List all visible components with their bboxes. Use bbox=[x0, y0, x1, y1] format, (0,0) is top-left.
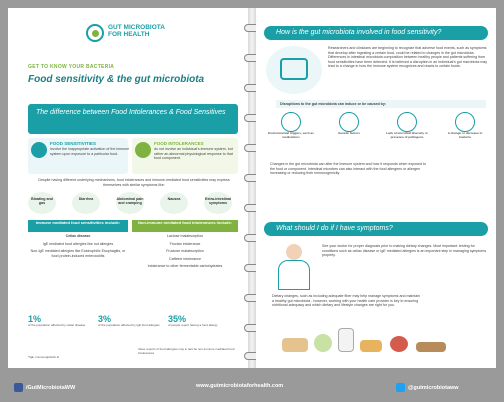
section-heading-involvement bbox=[264, 26, 488, 40]
stat-value: 3% bbox=[98, 314, 112, 324]
cause-label: Environmental triggers, such as medications bbox=[268, 131, 314, 139]
section-heading-text: What should I do if I have symptoms? bbox=[276, 225, 393, 232]
symptom-label: Bloating and gas bbox=[31, 197, 53, 206]
list-item: IgE mediated food allergies like nut allergies bbox=[42, 241, 114, 246]
twitter-handle: @gutmicrobiotaww bbox=[408, 384, 459, 391]
immune-mediated-list bbox=[28, 234, 128, 258]
doctor-coat bbox=[278, 260, 310, 290]
list-item: Fructose malabsorption bbox=[166, 249, 204, 253]
footnote: *IgE: immunoglobulin E bbox=[28, 354, 60, 359]
symptom-item bbox=[160, 192, 188, 214]
cause-item bbox=[268, 112, 314, 140]
cheese-icon bbox=[360, 340, 382, 352]
cause-item bbox=[326, 112, 372, 136]
symptom-item bbox=[72, 192, 100, 214]
doctor-illustration bbox=[274, 242, 314, 292]
cause-label: A change or decrease in bacteria bbox=[447, 131, 483, 139]
section-heading-symptoms bbox=[264, 222, 488, 236]
twitter-icon bbox=[396, 383, 405, 392]
brand-name-line1: GUT MICROBIOTA bbox=[108, 24, 165, 31]
facebook-link[interactable] bbox=[14, 383, 75, 392]
food-sensitivities-text: involve the inappropriate activation of the immune system upon exposure to a particular food. bbox=[50, 147, 130, 156]
brand-logo-icon bbox=[86, 24, 104, 42]
environment-icon bbox=[281, 112, 301, 132]
bread-icon bbox=[282, 338, 308, 352]
notes bbox=[28, 348, 238, 359]
symptom-label: Abdominal pain and cramping bbox=[116, 197, 144, 206]
stat-value: 1% bbox=[28, 314, 42, 324]
food-intolerances-text: do not involve an individual's immune system, but rather an abnormal physiological response to that food component. bbox=[154, 147, 233, 160]
list-item: Celiac disease bbox=[65, 234, 91, 238]
diet-advice: Dietary changes, such as including adequate fiber may help manage symptoms and maintain a healthy gut microbiota - however, working with your health care provider is key to ensuring nutritional adequacy and which dietary and lifestyle changes are right for you. bbox=[272, 294, 421, 307]
food-sensitivities-heading: FOOD SENSITIVITIES bbox=[50, 141, 97, 146]
website-link[interactable]: www.gutmicrobiotaforhealth.com bbox=[196, 383, 284, 389]
symptoms-row bbox=[28, 192, 238, 214]
dna-icon bbox=[339, 112, 359, 132]
list-item: Lactose malabsorption bbox=[166, 234, 204, 238]
cause-item bbox=[384, 112, 430, 140]
disruption-text: Disruptions to the gut microbiota can induce or be caused by: bbox=[280, 101, 387, 106]
disruption-bar bbox=[276, 100, 486, 108]
apple-icon bbox=[390, 336, 408, 352]
doctor-advice: See your doctor for proper diagnosis prior to making dietary changes. Most important: testing for conditions such as celiac disease or IgE mediated allergies is an important step in managing symptoms properly. bbox=[322, 244, 487, 257]
stat-item bbox=[28, 314, 92, 328]
list-item: Intolerance to other fermentable carbohydrates bbox=[147, 264, 223, 268]
intro-text: Researchers and clinicians are beginning to recognize that adverse food events, such as symptoms that develop after ingesting a certain food, could be related to changes in the gut microbiota. Differences in intestinal microbiota composition between healthy people and patients suffering from food sensitivities have been detected. It is believed a disruption in an individual's gut microbiota may lead to a change in how the immune system recognizes and reacts to certain foods. bbox=[328, 46, 488, 68]
stat-text: of the population affected by IgE food allergies bbox=[98, 323, 160, 327]
immune-changes-text: Changes in the gut microbiota can alter the immune system and how it responds when exposed to the food or component. Intestinal microbes can also interact with the food allergens or allergen increasing or reducing their immunogenicity. bbox=[270, 162, 427, 175]
cause-label: Lack of microbial diversity or presence of pathogens bbox=[386, 131, 428, 139]
non-immune-heading: Non-immune mediated food intolerances include: bbox=[132, 220, 238, 232]
right-page bbox=[256, 8, 496, 368]
food-intolerances-box bbox=[132, 138, 238, 174]
brand-name bbox=[108, 24, 165, 38]
vegetable-icon bbox=[314, 334, 332, 352]
stat-text: of the population affected by celiac disease bbox=[28, 323, 86, 327]
stat-item bbox=[98, 314, 162, 328]
research-icon bbox=[266, 46, 322, 94]
list-item: Caffeine intolerance bbox=[169, 256, 201, 261]
causes-row bbox=[268, 112, 492, 156]
symptom-label: Nausea bbox=[167, 197, 181, 201]
milk-icon bbox=[338, 328, 354, 352]
stats-note: these reports of food allergies may in fact be non-immune mediated food intolerances bbox=[138, 347, 235, 355]
immune-mediated-heading: Immune mediated food sensitivities include: bbox=[28, 220, 128, 232]
section-heading-text: How is the gut microbiota involved in food sensitivity? bbox=[276, 29, 442, 36]
facebook-icon bbox=[14, 383, 23, 392]
symptom-item bbox=[116, 192, 144, 214]
statistics bbox=[28, 314, 238, 344]
stat-text: of people report having a food allergy bbox=[168, 323, 218, 327]
difference-title-text: The difference between Food Intolerances & Food Sensitives bbox=[36, 109, 226, 116]
difference-panel-title bbox=[28, 104, 238, 134]
symptom-label: Extra-intestinal symptoms bbox=[205, 197, 231, 206]
food-sensitivities-box bbox=[28, 138, 128, 174]
stat-value: 35% bbox=[168, 314, 187, 324]
left-page bbox=[8, 8, 248, 368]
immune-icon bbox=[31, 142, 47, 158]
grains-icon bbox=[416, 342, 446, 352]
twitter-link[interactable] bbox=[396, 383, 459, 392]
brand-logo bbox=[86, 22, 196, 48]
symptom-item bbox=[204, 192, 232, 214]
footer-bar bbox=[0, 376, 504, 402]
list-item: Non-IgE mediated allergies like Eosinophilic Esophagitis, or food protein-induced enterocolitis bbox=[30, 249, 126, 258]
brand-name-line2: FOR HEALTH bbox=[108, 31, 150, 38]
non-immune-list bbox=[132, 234, 238, 269]
food-intolerances-heading: FOOD INTOLERANCES bbox=[154, 141, 204, 146]
bacteria-icon bbox=[455, 112, 475, 132]
list-item: Fructan intolerance bbox=[169, 241, 201, 246]
facebook-handle: /GutMicrobiotaWW bbox=[26, 384, 76, 391]
cause-item bbox=[442, 112, 488, 140]
kicker: GET TO KNOW YOUR BACTERIA bbox=[28, 64, 115, 70]
page-title: Food sensitivity & the gut microbiota bbox=[28, 74, 205, 85]
stat-item bbox=[168, 314, 232, 328]
warning-icon bbox=[135, 142, 151, 158]
doctor-head bbox=[286, 244, 302, 260]
symptom-label: Diarrhea bbox=[78, 197, 94, 201]
microbe-icon bbox=[397, 112, 417, 132]
food-illustration bbox=[282, 326, 482, 352]
symptoms-description: Despite having different underlying mechanisms, food intolerances and immune-mediated food sensitivities may express themselves with similar symptoms like: bbox=[38, 178, 230, 187]
symptom-item bbox=[28, 192, 56, 214]
cause-label: Genetic factors bbox=[338, 131, 360, 135]
